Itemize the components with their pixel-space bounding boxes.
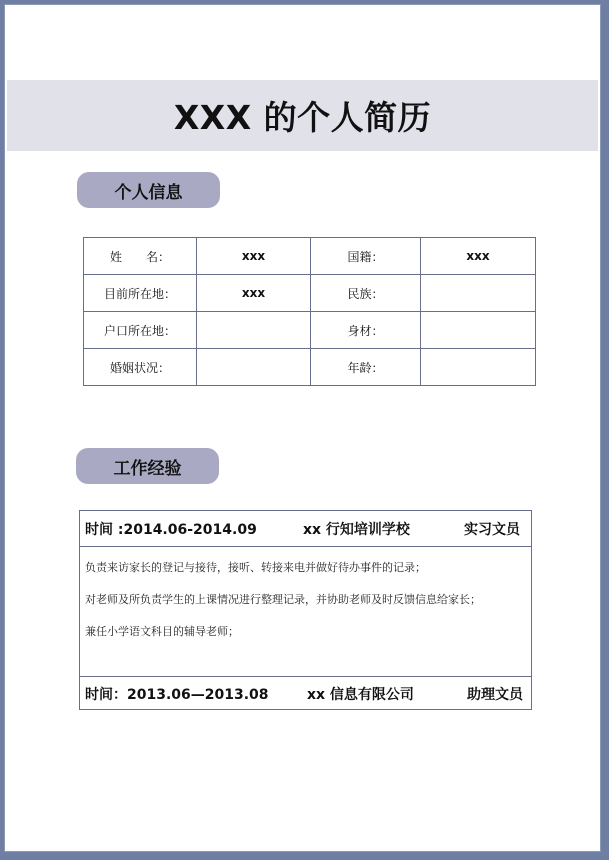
section-header-work-experience: 工作经验 [76, 448, 219, 484]
field-label-marital: 婚姻状况： [84, 349, 197, 386]
experience-duties [85, 546, 525, 676]
field-label-household: 户口所在地： [84, 312, 197, 349]
field-value-age [421, 349, 536, 386]
table-row [84, 275, 536, 312]
table-row [84, 349, 536, 386]
experience-company: xx 信息有限公司 [307, 687, 414, 703]
duty-line: 负责来访家长的登记与接待，接听、转接来电并做好待办事件的记录； [85, 561, 426, 574]
section-header-personal-info: 个人信息 [77, 172, 220, 208]
field-label-nationality: 国籍： [311, 238, 421, 275]
experience-header-2 [80, 676, 531, 711]
table-row [84, 312, 536, 349]
field-label-location: 目前所在地： [84, 275, 197, 312]
field-value-ethnicity [421, 275, 536, 312]
field-label-stature: 身材： [311, 312, 421, 349]
title-band [7, 80, 598, 151]
page-title: XXX 的个人简历 [173, 98, 432, 137]
resume-page [4, 4, 601, 852]
field-value-marital [197, 349, 311, 386]
field-value-stature [421, 312, 536, 349]
field-value-location: xxx [197, 275, 311, 312]
work-experience-box [79, 510, 532, 710]
field-value-nationality: xxx [421, 238, 536, 275]
experience-position: 实习文员 [464, 521, 520, 538]
personal-info-table [83, 237, 536, 386]
experience-time: 时间 :2014.06-2014.09 [85, 521, 257, 538]
field-value-name: xxx [197, 238, 311, 275]
table-row [84, 238, 536, 275]
field-label-ethnicity: 民族： [311, 275, 421, 312]
field-label-name: 姓 名： [84, 238, 197, 275]
experience-header-1 [80, 511, 531, 547]
experience-time: 时间：2013.06—2013.08 [85, 687, 269, 703]
duty-line: 对老师及所负责学生的上课情况进行整理记录，并协助老师及时反馈信息给家长； [85, 593, 481, 606]
experience-company: xx 行知培训学校 [303, 521, 410, 538]
field-value-household [197, 312, 311, 349]
experience-position: 助理文员 [467, 687, 523, 703]
field-label-age: 年龄： [311, 349, 421, 386]
duty-line: 兼任小学语文科目的辅导老师； [85, 625, 239, 638]
